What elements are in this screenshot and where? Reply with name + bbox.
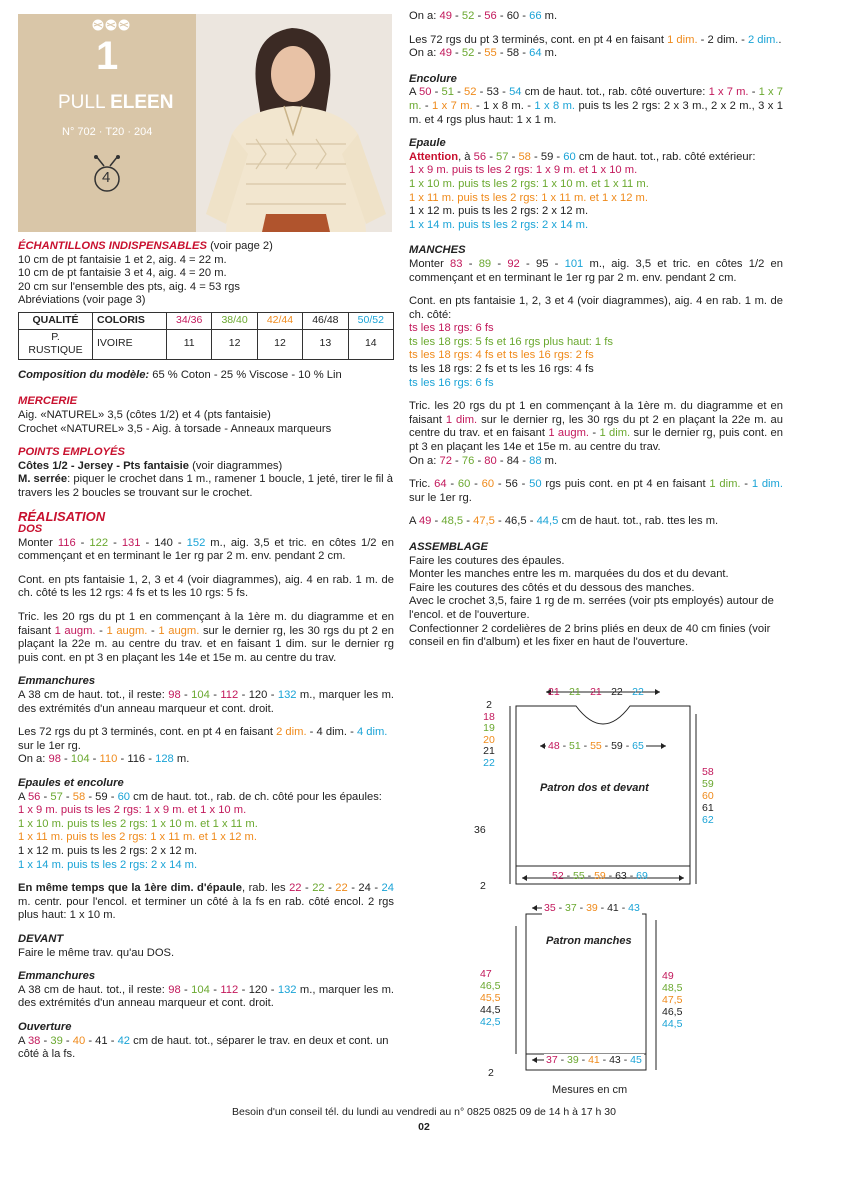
sleeve-left-heights: 47 46,5 45,5 44,5 42,5 (480, 968, 501, 1028)
emmanchures-l2: Les 72 rgs du pt 3 terminés, cont. en pt 4 en faisant 2 dim. - 4 dim. - 4 dim. sur le 1er rg. (18, 726, 388, 752)
assemblage-line: Faire les coutures des côtés et du dessous des manches. (409, 581, 695, 594)
encolure-text: A 50 - 51 - 52 - 53 - 54 cm de haut. tot., rab. côté ouverture: 1 x 7 m. - 1 x 7 m. - 1 x 7 m. - 1 x 8 m. - 1 x 8 m. puis ts les 2 rgs: 2 x 3 m., 2 x 2 m., 3 x 1 m. et 4 rgs plus haut: 1 x 1 m. (409, 86, 783, 126)
realisation-heading: RÉALISATION (18, 508, 106, 524)
epaule-line: 1 x 10 m. puis ts les 2 rgs: 1 x 10 m. et 1 x 11 m. (409, 177, 649, 190)
manches-cont: Cont. en pts fantaisie 1, 2, 3 et 4 (voir diagrammes), aig. 4 en rab. 1 m. de ch. côté: (409, 295, 783, 321)
diagram-caption: Mesures en cm (552, 1084, 628, 1096)
manches-rab: A 49 - 48,5 - 47,5 - 46,5 - 44,5 cm de haut. tot., rab. ttes les m. (409, 515, 719, 528)
manches-line: ts les 18 rgs: 4 fs et ts les 16 rgs: 2 fs (409, 349, 594, 362)
sample-line: 10 cm de pt fantaisie 3 et 4, aig. 4 = 20 m. (18, 267, 227, 280)
sample-line: 20 cm sur l'ensemble des pts, aig. 4 = 53 rgs (18, 280, 240, 293)
assemblage-heading: ASSEMBLAGE (409, 541, 488, 553)
dos-heading: DOS (18, 523, 43, 536)
header-panel (18, 14, 392, 232)
epaules-line: 1 x 11 m. puis ts les 2 rgs: 1 x 11 m. et 1 x 12 m. (18, 831, 257, 844)
left-bottom-2: 2 (480, 880, 486, 892)
mercerie-line: Crochet «NATUREL» 3,5 - Aig. à torsade - Anneaux marqueurs (18, 422, 332, 435)
points-line: M. serrée: piquer le crochet dans 1 m., ramener 1 boucle, 1 jeté, tirer le fil à travers les 2 boucles se trouvant sur le crochet. (18, 473, 393, 499)
epaules-line: 1 x 14 m. puis ts les 2 rgs: 2 x 14 m. (18, 858, 198, 871)
left-heights: 2 18 19 20 21 22 (483, 699, 495, 769)
right-ona: On a: 49 - 52 - 56 - 60 - 66 m. (409, 10, 558, 22)
dos-monter: Monter 116 - 122 - 131 - 140 - 152 m., aig. 3,5 et tric. en côtes 1/2 en commençant et en terminant le 1er rg par 2 m. env. pendant 2 cm. (18, 536, 394, 563)
sleeve-bottom-2: 2 (488, 1067, 494, 1079)
chest-width: 48 - 51 - 55 - 59 - 65 (548, 740, 644, 752)
mercerie-line: Aig. «NATUREL» 3,5 (côtes 1/2) et 4 (pts fantaisie) (18, 408, 271, 421)
pattern-number: 1 (96, 34, 119, 78)
points-heading: POINTS EMPLOYÉS (18, 446, 125, 459)
sleeve-right-heights: 49 48,5 47,5 46,5 44,5 (662, 970, 683, 1030)
epaule-line: 1 x 12 m. puis ts les 2 rgs: 2 x 12 m. (409, 205, 589, 218)
samples-heading: ÉCHANTILLONS INDISPENSABLES (voir page 2) (18, 240, 273, 252)
assemblage-line: Monter les manches entre les m. marquées du dos et du devant. (409, 568, 729, 581)
manches-ona: On a: 72 - 76 - 80 - 84 - 88 m. (409, 454, 558, 467)
sleeve-bottom-width: 37 - 39 - 41 - 43 - 45 (546, 1054, 642, 1066)
epaule-line: 1 x 11 m. puis ts les 2 rgs: 1 x 11 m. et 1 x 12 m. (409, 191, 648, 204)
manches-line: ts les 18 rgs: 5 fs et 16 rgs plus haut: 1 fs (409, 335, 613, 348)
points-line: Côtes 1/2 - Jersey - Pts fantaisie (voir diagrammes) (18, 459, 283, 472)
size-table-header: QUALITÉ COLORIS 34/36 38/40 42/44 46/48 50/52 (19, 312, 394, 329)
manches-line: ts les 18 rgs: 6 fs (409, 322, 494, 335)
sample-line: Abréviations (voir page 3) (18, 294, 146, 307)
manches-monter: Monter 83 - 89 - 92 - 95 - 101 m., aig. 3,5 et tric. en côtes 1/2 en commençant et en terminant le 1er rg par 2 m. env. pendant 2 cm. (409, 257, 783, 284)
manches-line: ts les 18 rgs: 2 fs et ts les 16 rgs: 4 fs (409, 363, 594, 376)
right-l72: Les 72 rgs du pt 3 terminés, cont. en pt 4 en faisant 1 dim. - 2 dim. - 2 dim.. (409, 33, 782, 46)
pattern-title: PULL ELEEN (58, 92, 174, 113)
right-ona2: On a: 49 - 52 - 55 - 58 - 64 m. (409, 47, 558, 60)
ouverture-text: A 38 - 39 - 40 - 41 - 42 cm de haut. tot., séparer le trav. en deux et cont. un côté à la fs. (18, 1034, 389, 1061)
composition: Composition du modèle: 65 % Coton - 25 % Viscose - 10 % Lin (18, 368, 342, 381)
epaule-line: 1 x 14 m. puis ts les 2 rgs: 2 x 14 m. (409, 218, 589, 231)
manches-tric64: Tric. 64 - 60 - 60 - 56 - 50 rgs puis cont. en pt 4 en faisant 1 dim. - 1 dim. sur le 1er rg. (409, 478, 783, 504)
left-column (18, 240, 394, 1062)
epaules-heading: Epaules et encolure (18, 777, 124, 789)
epaule-heading: Epaule (409, 137, 446, 150)
emmanchures-text: A 38 cm de haut. tot., il reste: 98 - 104 - 112 - 120 - 132 m., marquer les m. des extrémités d'un anneau marqueur et cont. droit. (18, 689, 394, 715)
mercerie-heading: MERCERIE (18, 395, 78, 408)
left-36: 36 (474, 824, 486, 836)
page-number: 02 (418, 1121, 430, 1133)
dos-cont: Cont. en pts fantaisie 1, 2, 3 et 4 (voir diagrammes), aig. 4 en rab. 1 m. de ch. côté ts les 12 rgs: 4 fs et ts les 10 rgs: 5 fs. (18, 573, 394, 600)
emmanchures-heading: Emmanchures (18, 675, 96, 688)
sleeve-pattern-title: Patron manches (546, 935, 632, 947)
devant-emm-text: A 38 cm de haut. tot., il reste: 98 - 104 - 112 - 120 - 132 m., marquer les m. des extrémités d'un anneau marqueur et cont. droit. (18, 983, 394, 1010)
epaule-text: Attention, à 56 - 57 - 58 - 59 - 60 cm de haut. tot., rab. côté extérieur: (409, 150, 756, 163)
sample-line: 10 cm de pt fantaisie 1 et 2, aig. 4 = 22 m. (18, 253, 227, 266)
ouverture-heading: Ouverture (18, 1020, 72, 1033)
right-column (409, 10, 783, 650)
footer-help: Besoin d'un conseil tél. du lundi au vendredi au n° 0825 0825 09 de 14 h à 17 h 30 (232, 1106, 616, 1118)
emmanchures-ona: On a: 98 - 104 - 110 - 116 - 128 m. (18, 753, 190, 766)
right-heights: 58 59 60 61 62 (702, 766, 714, 826)
epaule-line: 1 x 9 m. puis ts les 2 rgs: 1 x 9 m. et 1 x 10 m. (409, 164, 638, 177)
bottom-width: 52 - 55 - 59 - 63 - 69 (552, 870, 648, 882)
sleeve-top-width: 35 - 37 - 39 - 41 - 43 (544, 902, 640, 914)
dos-tric: Tric. les 20 rgs du pt 1 en commençant à la 1ère m. du diagramme et en faisant 1 augm. - 1 augm. - 1 augm. sur le dernier rg, les 30 rgs du pt 2 en plaçant la 22e m. au centre du trav. et en faisant 1 dim. sur le dernier rg puis cont. en pt 3 en plaçant les 14e et 15e m. au centre du trav. (18, 611, 394, 664)
assemblage-line: Confectionner 2 cordelières de 2 brins pliés en deux de 40 cm finies (voir conseil en fin d'album) et les fixer en haut de l'ouverture. (409, 622, 771, 649)
model-photo (196, 14, 392, 232)
pattern-ref: N° 702 · T20 · 204 (62, 126, 153, 138)
size-table (18, 312, 394, 360)
epaules-line: 1 x 10 m. puis ts les 2 rgs: 1 x 10 m. et 1 x 11 m. (18, 817, 258, 830)
assemblage-line: Avec le crochet 3,5, faire 1 rg de m. serrées (voir pts employés) autour de l'encol. et de l'ouverture. (409, 595, 774, 621)
epaules-text: A 56 - 57 - 58 - 59 - 60 cm de haut. tot., rab. de ch. côté pour les épaules: (18, 790, 382, 803)
devant-emm-heading: Emmanchures (18, 970, 96, 983)
manches-line: ts les 16 rgs: 6 fs (409, 376, 494, 389)
encolure-heading: Encolure (409, 72, 457, 85)
manches-heading: MANCHES (409, 244, 466, 257)
epaules-line: 1 x 9 m. puis ts les 2 rgs: 1 x 9 m. et 1 x 10 m. (18, 804, 247, 817)
devant-text: Faire le même trav. qu'au DOS. (18, 946, 175, 959)
epaules-line: 1 x 12 m. puis ts les 2 rgs: 2 x 12 m. (18, 844, 198, 857)
needle-size: 4 (102, 169, 111, 186)
meme-temps: En même temps que la 1ère dim. d'épaule, rab. les 22 - 22 - 22 - 24 - 24 m. centr. pour l'encol. et terminer un côté à la fs en rab. côté encol. 2 rgs plus haut: 1 x 10 m. (18, 882, 394, 922)
manches-tric: Tric. les 20 rgs du pt 1 en commençant à la 1ère m. du diagramme et en faisant 1 dim. sur le dernier rg, les 30 rgs du pt 2 en plaçant la 22e m. au centre du trav. et en faisant 1 augm. - 1 dim. sur le dernier rg, puis cont. en pt 3 en plaçant les 14e et 15e m. au centre du trav. (409, 400, 783, 454)
size-table-row: P. RUSTIQUE IVOIRE 11 12 12 13 14 (19, 329, 394, 359)
top-width: 21 - 21 - 21 - 22 - 22 (548, 686, 644, 698)
pattern-diagram (470, 684, 730, 1104)
assemblage-line: Faire les coutures des épaules. (409, 554, 565, 567)
body-pattern-title: Patron dos et devant (540, 782, 649, 794)
devant-heading: DEVANT (18, 932, 64, 945)
header-info (18, 14, 196, 232)
